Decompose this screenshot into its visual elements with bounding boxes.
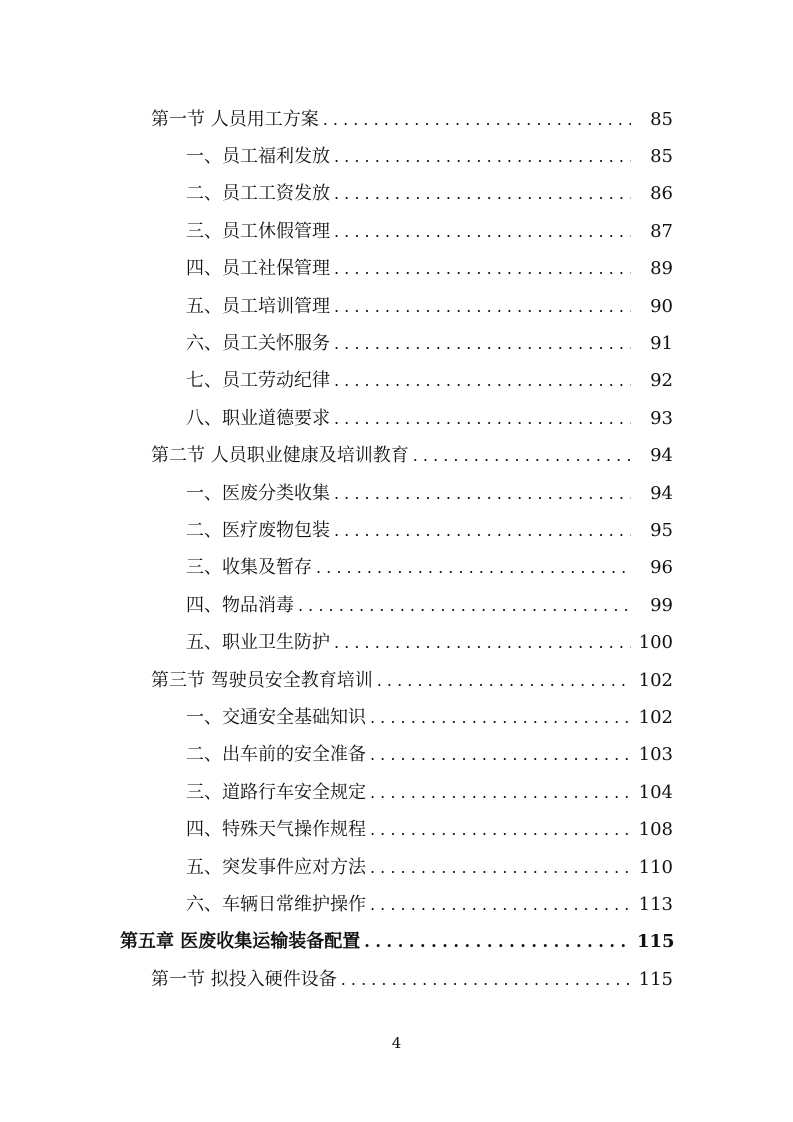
toc-entry-title: 第一节 拟投入硬件设备 [151, 968, 337, 990]
dot-leader [364, 934, 631, 950]
dot-leader [316, 560, 631, 576]
toc-entry[interactable] [0, 924, 793, 961]
dot-leader [334, 186, 631, 202]
dot-leader [413, 448, 631, 464]
toc-entry[interactable] [0, 400, 793, 437]
toc-entry-page: 92 [650, 370, 673, 392]
toc-entry-title: 四、物品消毒 [186, 594, 294, 616]
toc-entry[interactable] [0, 438, 793, 475]
toc-entry[interactable] [0, 662, 793, 699]
dot-leader [370, 785, 631, 801]
toc-entry[interactable] [0, 737, 793, 774]
toc-entry-page: 95 [650, 519, 673, 541]
dot-leader [370, 822, 631, 838]
toc-entry[interactable] [0, 213, 793, 250]
toc-entry-page: 103 [638, 744, 673, 766]
toc-entry-page: 87 [650, 220, 673, 242]
toc-entry-page: 99 [650, 594, 673, 616]
toc-entry-page: 86 [650, 183, 673, 205]
dot-leader [334, 523, 631, 539]
dot-leader [323, 112, 631, 128]
toc-entry-title: 六、员工关怀服务 [186, 333, 330, 355]
dot-leader [298, 598, 631, 614]
toc-entry-title: 八、职业道德要求 [186, 407, 330, 429]
toc-entry-title: 二、员工工资发放 [186, 183, 330, 205]
dot-leader [334, 486, 631, 502]
dot-leader [334, 299, 631, 315]
toc-entry-page: 102 [638, 706, 673, 728]
toc-entry-page: 108 [638, 819, 673, 841]
toc-entry-page: 113 [638, 893, 673, 915]
toc-entry-page: 94 [650, 482, 673, 504]
toc-entry-title: 第二节 人员职业健康及培训教育 [151, 445, 409, 467]
dot-leader [334, 411, 631, 427]
toc-entry-title: 三、员工休假管理 [186, 220, 330, 242]
toc-entry[interactable] [0, 550, 793, 587]
toc-entry[interactable] [0, 587, 793, 624]
toc-entry[interactable] [0, 849, 793, 886]
toc-entry-title: 第五章 医废收集运输装备配置 [120, 931, 361, 953]
toc-entry[interactable] [0, 251, 793, 288]
toc-entry-title: 六、车辆日常维护操作 [186, 893, 366, 915]
toc-entry-title: 三、道路行车安全规定 [186, 781, 366, 803]
dot-leader [334, 336, 631, 352]
toc-entry[interactable] [0, 288, 793, 325]
toc-entry[interactable] [0, 811, 793, 848]
toc-entry[interactable] [0, 512, 793, 549]
toc-entry-title: 一、交通安全基础知识 [186, 706, 366, 728]
toc-entry[interactable] [0, 138, 793, 175]
toc-entry-title: 七、员工劳动纪律 [186, 370, 330, 392]
toc-entry-page: 85 [650, 108, 673, 130]
toc-entry[interactable] [0, 774, 793, 811]
dot-leader [370, 897, 631, 913]
dot-leader [370, 747, 631, 763]
toc-entry-title: 一、员工福利发放 [186, 146, 330, 168]
toc-entry[interactable] [0, 699, 793, 736]
toc-entry-title: 二、医疗废物包装 [186, 519, 330, 541]
dot-leader [370, 860, 631, 876]
page-number: 4 [391, 1034, 402, 1052]
toc-entry-title: 一、医废分类收集 [186, 482, 330, 504]
dot-leader [334, 224, 631, 240]
dot-leader [334, 373, 631, 389]
toc-entry-title: 四、员工社保管理 [186, 258, 330, 280]
dot-leader [334, 149, 631, 165]
toc-entry-title: 三、收集及暂存 [186, 557, 312, 579]
toc-entry[interactable] [0, 363, 793, 400]
toc-entry-title: 四、特殊天气操作规程 [186, 819, 366, 841]
toc-entry-page: 85 [650, 146, 673, 168]
toc-entry[interactable] [0, 624, 793, 661]
toc-entry[interactable] [0, 101, 793, 138]
toc-entry[interactable] [0, 176, 793, 213]
dot-leader [377, 673, 631, 689]
table-of-contents [0, 101, 793, 998]
toc-entry-page: 115 [638, 968, 673, 990]
toc-entry-page: 91 [650, 333, 673, 355]
toc-entry-page: 102 [638, 669, 673, 691]
toc-entry-page: 90 [650, 295, 673, 317]
toc-entry-page: 96 [650, 557, 673, 579]
toc-entry-title: 二、出车前的安全准备 [186, 744, 366, 766]
toc-entry[interactable] [0, 325, 793, 362]
toc-entry-title: 五、员工培训管理 [186, 295, 330, 317]
toc-entry-title: 五、突发事件应对方法 [186, 856, 366, 878]
toc-entry-page: 110 [638, 856, 673, 878]
toc-entry-title: 第三节 驾驶员安全教育培训 [151, 669, 373, 691]
dot-leader [341, 972, 631, 988]
toc-entry-page: 94 [650, 445, 673, 467]
toc-entry[interactable] [0, 475, 793, 512]
dot-leader [334, 635, 631, 651]
toc-entry-page: 104 [638, 781, 673, 803]
dot-leader [370, 710, 631, 726]
toc-entry-page: 100 [638, 632, 673, 654]
toc-entry-page: 93 [650, 407, 673, 429]
toc-entry-page: 89 [650, 258, 673, 280]
toc-entry-title: 第一节 人员用工方案 [151, 108, 319, 130]
toc-entry[interactable] [0, 961, 793, 998]
toc-entry-title: 五、职业卫生防护 [186, 632, 330, 654]
toc-entry[interactable] [0, 886, 793, 923]
dot-leader [334, 261, 631, 277]
toc-entry-page: 115 [637, 931, 675, 953]
